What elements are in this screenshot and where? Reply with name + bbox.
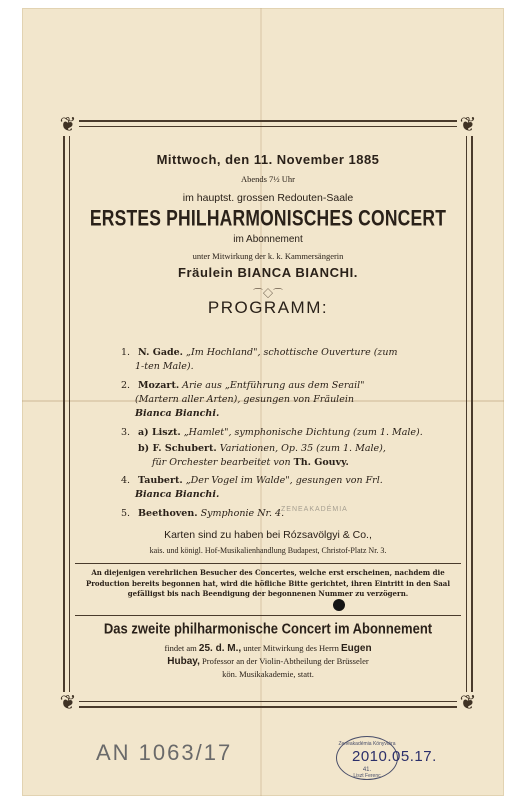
divider-line: [75, 563, 461, 564]
punch-hole: [333, 599, 345, 611]
item-number: 1.: [121, 347, 131, 358]
arrangement-note: für Orchester bearbeitet von: [152, 457, 291, 468]
arranger: Th. Gouvy.: [293, 457, 349, 468]
work-title: „Hamlet", symphonische Dichtung (zum 1. Male).: [183, 427, 423, 438]
item-number: 2.: [121, 380, 131, 391]
corner-ornament-icon: ❦: [457, 692, 479, 714]
concert-time: Abends 7½ Uhr: [240, 174, 296, 184]
item-number: 4.: [121, 475, 131, 486]
composer: a) Liszt.: [138, 427, 181, 438]
divider-ornament-icon: ⌒◇⌒: [253, 289, 283, 300]
composer: b) F. Schubert.: [138, 443, 217, 454]
soloist-name: Fräulein BIANCA BIANCHI.: [177, 265, 359, 280]
accession-number: 2010.05.17.: [352, 748, 437, 765]
performer-last-name: Hubay,: [167, 656, 200, 667]
composer: Taubert.: [138, 475, 183, 486]
composer: Mozart.: [138, 380, 180, 391]
corner-ornament-icon: ❦: [57, 692, 79, 714]
work-title: „Im Hochland", schottische Ouverture (zum: [186, 347, 398, 358]
ticket-info: Karten sind zu haben bei Rózsavölgyi & Co.,: [164, 529, 372, 541]
divider-line: [75, 615, 461, 616]
program-item-3b: [121, 442, 481, 456]
latecomer-notice: An diejenigen verehrlichen Besucher des Concertes, welche erst erscheinen, nachdem die Production bereits begonnen hat, wird die höfliche Bitte gerichtet, ihren Eintritt in den Saal gefälligst bis nach Beendigung der begonnenen Nummer zu verzögern.: [85, 568, 451, 598]
performer-first-name: Eugen: [341, 643, 372, 654]
program-item-2-singer: Bianca Bianchi.: [135, 408, 220, 419]
assisting-note: unter Mitwirkung der k. k. Kammersängerin: [192, 251, 344, 261]
corner-ornament-icon: ❦: [457, 114, 479, 136]
concert-date: Mittwoch, den 11. November 1885: [156, 152, 380, 167]
stamp-top-text: Zeneakadémia Könyvtára: [338, 741, 396, 747]
program-item-3b-cont: [121, 456, 512, 470]
program-item-4: [121, 474, 481, 488]
stamp-number: 41.: [362, 767, 372, 773]
next-concert-title: Das zweite philharmonische Concert im Abonnement: [103, 619, 433, 638]
program-heading: PROGRAMM:: [207, 298, 329, 317]
program-item-1-cont: 1-ten Male).: [135, 361, 194, 372]
work-title: Variationen, Op. 35 (zum 1. Male),: [219, 443, 386, 454]
next-text: kön. Musikakademie, statt.: [222, 669, 314, 679]
faint-library-stamp: ZENEAKADÉMIA: [281, 506, 348, 513]
work-title: Arie aus „Entführung aus dem Serail": [182, 380, 365, 391]
item-number: 5.: [121, 508, 131, 519]
program-item-1: [121, 346, 481, 360]
ornamental-frame: [59, 114, 477, 714]
next-text: unter Mitwirkung des Herrn: [243, 643, 339, 653]
composer: N. Gade.: [138, 347, 183, 358]
ticket-address: kais. und königl. Hof-Musikalienhandlung Budapest, Christof-Platz Nr. 3.: [149, 546, 387, 555]
concert-title: ERSTES PHILHARMONISCHES CONCERT: [89, 205, 447, 231]
stamp-bottom-text: Liszt Ferenc: [353, 773, 381, 779]
item-number: 3.: [121, 427, 131, 438]
next-concert-details: [81, 642, 455, 680]
corner-ornament-icon: ❦: [57, 114, 79, 136]
pencil-shelfmark: AN 1063/17: [96, 740, 233, 765]
program-item-2-cont: (Martern aller Arten), gesungen von Fräulein: [135, 394, 355, 405]
concert-venue: im hauptst. grossen Redouten-Saale: [182, 192, 354, 204]
concert-subtitle: im Abonnement: [233, 234, 303, 245]
work-title: „Der Vogel im Walde", gesungen von Frl.: [185, 475, 383, 486]
next-text: Professor an der Violin-Abtheilung der Brüsseler: [202, 656, 369, 666]
program-item-2: [121, 379, 481, 393]
next-text: findet am: [164, 643, 197, 653]
program-content: [65, 122, 471, 706]
composer: Beethoven.: [138, 508, 198, 519]
work-title: Symphonie Nr. 4.: [200, 508, 285, 519]
next-date: 25. d. M.,: [198, 643, 242, 654]
program-item-3a: [121, 426, 481, 440]
program-item-4-singer: Bianca Bianchi.: [135, 489, 220, 500]
